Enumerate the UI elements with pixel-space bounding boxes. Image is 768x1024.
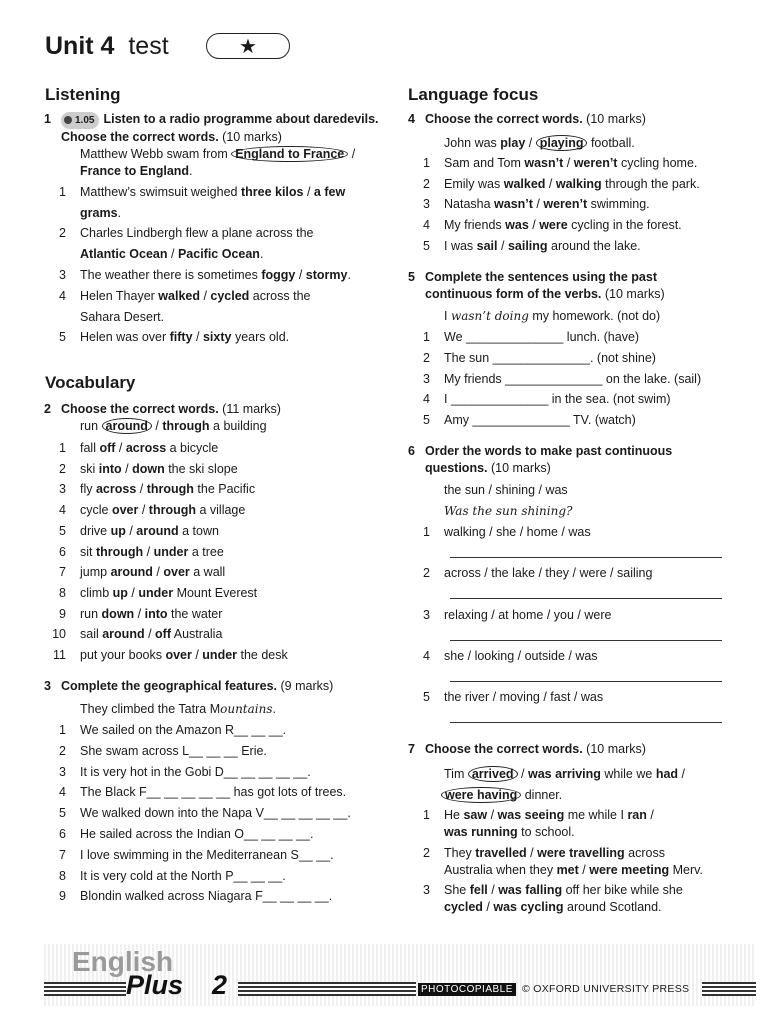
q4-item: 5 I was sail / sailing around the lake. <box>444 238 641 255</box>
q3-item: 6 He sailed across the Indian O__ __ __ __. <box>80 826 313 843</box>
question-6-instruction: 6 Order the words to make past continuous questions. (10 marks) <box>408 444 673 475</box>
photocopiable-label: PHOTOCOPIABLE <box>418 983 516 996</box>
item-number: 3 <box>59 482 66 497</box>
q6-item: 2 across / the lake / they / were / sailing <box>444 565 652 582</box>
item-number: 4 <box>59 503 66 518</box>
q6-example-answer: Was the sun shining? <box>444 504 573 518</box>
q6-item: 3 relaxing / at home / you / were <box>444 607 611 624</box>
item-number: 8 <box>59 868 66 883</box>
item-number: 4 <box>423 648 430 663</box>
q5-item: 4 I ______________ in the sea. (not swim) <box>444 391 671 408</box>
q2-item: 5 drive up / around a town <box>80 523 219 540</box>
q3-item: 8 It is very cold at the North P__ __ __. <box>80 868 286 885</box>
q5-item: 5 Amy ______________ TV. (watch) <box>444 412 636 429</box>
cd-icon <box>64 116 72 124</box>
q3-item: 5 We walked down into the Napa V__ __ __ __ __. <box>80 805 351 822</box>
q2-item: 1 fall off / across a bicycle <box>80 440 218 457</box>
question-3-instruction: 3 Complete the geographical features. (9 marks) <box>44 679 334 693</box>
q6-item: 4 she / looking / outside / was <box>444 648 598 665</box>
brand-logo-plus: Plus <box>126 970 184 1000</box>
item-number: 5 <box>423 690 430 705</box>
item-number: 3 <box>423 371 430 386</box>
item-number: 1 <box>59 441 66 455</box>
item-number: 4 <box>59 289 66 303</box>
q4-item: 2 Emily was walked / walking through the park. <box>444 176 700 193</box>
star-icon: ★ <box>239 35 257 58</box>
q3-item: 4 The Black F__ __ __ __ __ has got lots of trees. <box>80 784 346 801</box>
item-number: 2 <box>59 226 66 240</box>
q1-item: 2 Charles Lindbergh flew a plane across the Atlantic Ocean / Pacific Ocean. <box>80 223 380 265</box>
item-number: 1 <box>423 525 430 539</box>
item-number: 1 <box>423 156 430 170</box>
q6-item: 5 the river / moving / fast / was <box>444 689 603 706</box>
answer-line[interactable] <box>450 557 722 558</box>
item-number: 3 <box>423 883 430 897</box>
item-number: 2 <box>423 846 430 860</box>
footer-rule-right <box>702 982 756 996</box>
q6-item: 1 walking / she / home / was <box>444 524 591 541</box>
question-5-instruction: 5 Complete the sentences using the past continuous form of the verbs. (10 marks) <box>408 270 665 301</box>
page-title: Unit 4 test <box>45 32 169 60</box>
item-number: 1 <box>59 185 66 199</box>
q7-example: Tim arrived / was arriving while we had / were having dinner. <box>444 764 744 806</box>
q5-item: 3 My friends ______________ on the lake. (sail) <box>444 371 701 388</box>
item-number: 3 <box>59 764 66 779</box>
q6-example-words: the sun / shining / was <box>444 483 568 497</box>
item-number: 11 <box>53 648 66 662</box>
question-1-instruction: 1 1.05 Listen to a radio programme about daredevils. Choose the correct words. (10 marks) <box>44 112 379 144</box>
q7-item: 1 He saw / was seeing me while I ran / was running to school. <box>444 807 744 841</box>
q4-item: 3 Natasha wasn’t / weren’t swimming. <box>444 196 650 213</box>
item-number: 5 <box>423 238 430 253</box>
q3-item: 9 Blondin walked across Niagara F__ __ __ __. <box>80 888 332 905</box>
q5-item: 1 We ______________ lunch. (have) <box>444 329 639 346</box>
item-number: 1 <box>423 330 430 344</box>
footer-rule-left <box>44 982 126 996</box>
item-number: 9 <box>59 606 66 621</box>
publisher-credit: © OXFORD UNIVERSITY PRESS <box>522 983 690 995</box>
question-2-instruction: 2 Choose the correct words. (11 marks) <box>44 402 281 416</box>
answer-line[interactable] <box>450 681 722 682</box>
item-number: 5 <box>59 330 66 344</box>
item-number: 2 <box>59 743 66 758</box>
q3-item: 3 It is very hot in the Gobi D__ __ __ __ __. <box>80 764 311 781</box>
item-number: 10 <box>52 627 66 642</box>
q2-item: 2 ski into / down the ski slope <box>80 461 238 478</box>
q2-item: 11 put your books over / under the desk <box>80 647 288 664</box>
item-number: 8 <box>59 585 66 600</box>
star-level-badge <box>206 33 290 59</box>
item-number: 1 <box>423 808 430 822</box>
item-number: 5 <box>59 806 66 821</box>
answer-line[interactable] <box>450 722 722 723</box>
item-number: 7 <box>59 565 66 580</box>
item-number: 4 <box>423 218 430 233</box>
q4-item: 1 Sam and Tom wasn’t / weren’t cycling home. <box>444 155 697 172</box>
q1-example: Matthew Webb swam from England to France / France to England. <box>80 147 356 178</box>
q1-item: 4 Helen Thayer walked / cycled across the Sahara Desert. <box>80 286 380 328</box>
item-number: 1 <box>59 723 66 737</box>
item-number: 2 <box>423 350 430 365</box>
question-4-instruction: 4 Choose the correct words. (10 marks) <box>408 112 646 126</box>
q2-example: run around / through a building <box>80 419 267 433</box>
item-number: 4 <box>423 392 430 407</box>
q2-item: 10 sail around / off Australia <box>80 626 222 643</box>
item-number: 4 <box>59 785 66 800</box>
q2-item: 9 run down / into the water <box>80 606 222 623</box>
item-number: 3 <box>59 268 66 282</box>
q2-item: 4 cycle over / through a village <box>80 502 245 519</box>
brand-logo-english: English <box>72 946 174 977</box>
q3-item: 7 I love swimming in the Mediterranean S__ __. <box>80 847 334 864</box>
q3-item: 1 We sailed on the Amazon R__ __ __. <box>80 722 286 739</box>
item-number: 9 <box>59 889 66 904</box>
item-number: 7 <box>59 847 66 862</box>
question-7-instruction: 7 Choose the correct words. (10 marks) <box>408 742 646 756</box>
item-number: 2 <box>423 176 430 191</box>
language-focus-heading: Language focus <box>408 85 539 104</box>
q7-item: 2 They travelled / were travelling across Australia when they met / were meeting Merv. <box>444 845 744 879</box>
q4-item: 4 My friends was / were cycling in the forest. <box>444 217 682 234</box>
q2-item: 7 jump around / over a wall <box>80 564 225 581</box>
q2-item: 8 climb up / under Mount Everest <box>80 585 257 602</box>
cd-track-badge: 1.05 <box>61 112 99 129</box>
q2-item: 6 sit through / under a tree <box>80 544 224 561</box>
vocabulary-heading: Vocabulary <box>45 373 136 392</box>
item-number: 3 <box>423 197 430 212</box>
item-number: 3 <box>423 607 430 622</box>
item-number: 5 <box>423 413 430 428</box>
answer-line[interactable] <box>450 640 722 641</box>
item-number: 6 <box>59 544 66 559</box>
q3-item: 2 She swam across L__ __ __ Erie. <box>80 743 267 760</box>
q4-example: John was play / playing football. <box>444 136 635 150</box>
q3-example: They climbed the Tatra Mountains. <box>80 702 276 716</box>
q5-example: I wasn’t doing my homework. (not do) <box>444 309 661 323</box>
brand-logo-number: 2 <box>212 970 228 1000</box>
answer-line[interactable] <box>450 598 722 599</box>
item-number: 2 <box>59 461 66 476</box>
item-number: 5 <box>59 523 66 538</box>
q1-item: 3 The weather there is sometimes foggy / stormy. <box>80 265 380 286</box>
q5-item: 2 The sun ______________. (not shine) <box>444 350 656 367</box>
item-number: 6 <box>59 827 66 841</box>
footer-rule-mid <box>238 982 416 996</box>
listening-heading: Listening <box>45 85 121 104</box>
q7-item: 3 She fell / was falling off her bike while she cycled / was cycling around Scotland. <box>444 882 744 916</box>
q1-item: 5 Helen was over fifty / sixty years old. <box>80 327 380 348</box>
item-number: 2 <box>423 566 430 581</box>
q2-item: 3 fly across / through the Pacific <box>80 481 255 498</box>
q1-item: 1 Matthew’s swimsuit weighed three kilos / a few grams. <box>80 182 380 224</box>
